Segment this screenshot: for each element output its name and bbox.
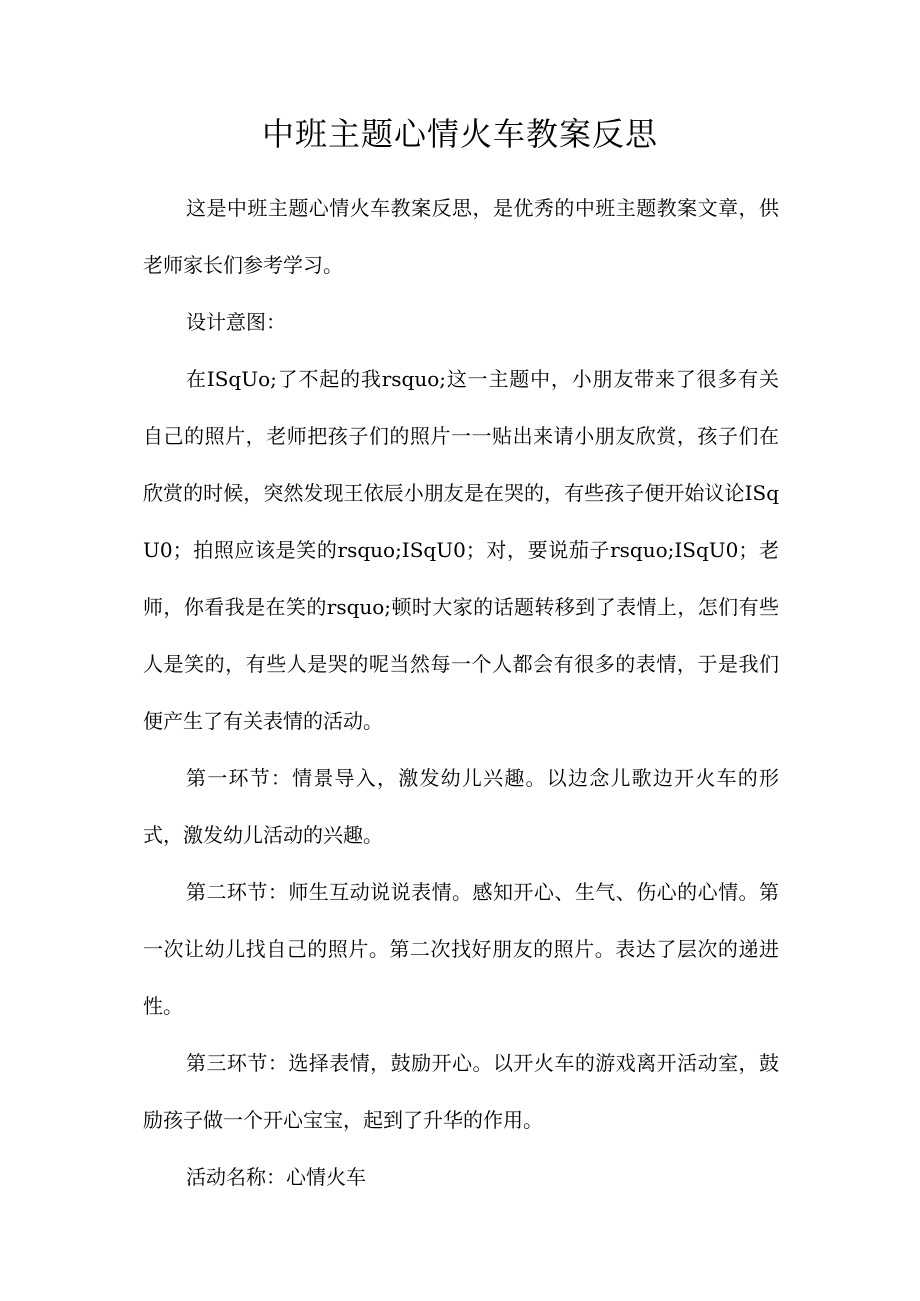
step-one-paragraph: 第一环节：情景导入，激发幼儿兴趣。以边念儿歌边开火车的形式，激发幼儿活动的兴趣。 [143,766,779,847]
design-intent-heading: 设计意图： [186,310,286,334]
design-intent-paragraph: 在ISqUo;了不起的我rsquo;这一主题中，小朋友带来了很多有关自己的照片，老师把孩子们的照片一一贴出来请小朋友欣赏，孩子们在欣赏的时候，突然发现王依辰小朋友是在哭的，有些孩子便开始议论ISqU0；拍照应该是笑的rsquo;ISqU0；对，要说茄子rsquo;ISqU0；老师，你看我是在笑的rsquo;顿时大家的话题转移到了表情上，怎们有些人是笑的，有些人是哭的呢当然每一个人都会有很多的表情，于是我们便产生了有关表情的活动。 [143,367,779,733]
intro-paragraph: 这是中班主题心情火车教案反思，是优秀的中班主题教案文章，供老师家长们参考学习。 [143,196,779,277]
activity-name-paragraph: 活动名称：心情火车 [186,1165,366,1189]
document-title: 中班主题心情火车教案反思 [261,115,658,153]
step-two-paragraph: 第二环节：师生互动说说表情。感知开心、生气、伤心的心情。第一次让幼儿找自己的照片。第二次找好朋友的照片。表达了层次的递进性。 [143,880,779,1018]
step-three-paragraph: 第三环节：选择表情，鼓励开心。以开火车的游戏离开活动室，鼓励孩子做一个开心宝宝，起到了升华的作用。 [143,1051,779,1132]
document-body [143,180,779,1206]
